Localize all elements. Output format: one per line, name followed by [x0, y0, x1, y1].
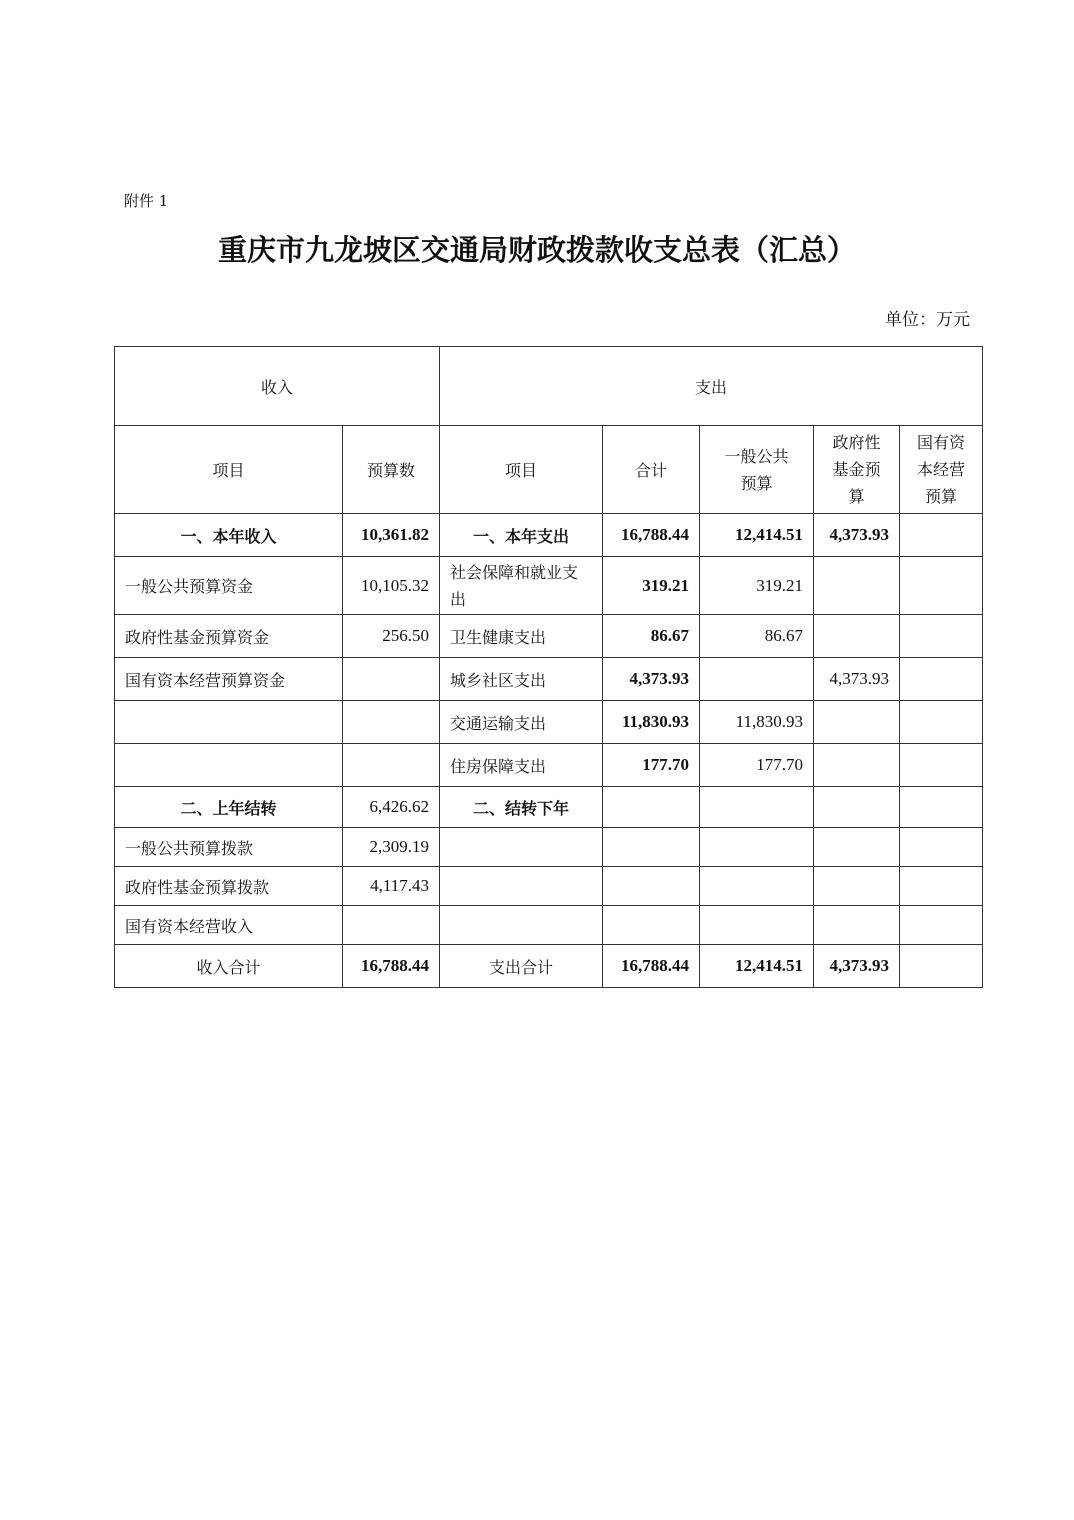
income-value: [343, 658, 440, 701]
expense-state-capital: [900, 701, 983, 744]
expense-state-capital: [900, 787, 983, 828]
expense-gov-fund: [814, 615, 900, 658]
header-budget: 预算数: [343, 426, 440, 514]
expense-total: 319.21: [603, 557, 700, 615]
income-value: 10,361.82: [343, 514, 440, 557]
table-row: [115, 787, 983, 828]
expense-general: 11,830.93: [700, 701, 814, 744]
header-income-item: 项目: [115, 426, 343, 514]
header-general-budget: 一般公共预算: [700, 426, 814, 514]
income-item: [115, 744, 343, 787]
table-row: [115, 828, 983, 867]
expense-general: 12,414.51: [700, 514, 814, 557]
expense-gov-fund: [814, 744, 900, 787]
table-row: [115, 658, 983, 701]
income-item: 国有资本经营收入: [115, 906, 343, 945]
income-total-value: 16,788.44: [343, 945, 440, 988]
expense-general: [700, 658, 814, 701]
expense-total: [603, 906, 700, 945]
expense-total: 4,373.93: [603, 658, 700, 701]
header-income: 收入: [115, 347, 440, 426]
income-item: 国有资本经营预算资金: [115, 658, 343, 701]
expense-total: 16,788.44: [603, 514, 700, 557]
expense-gov-fund: 4,373.93: [814, 945, 900, 988]
expense-general: 177.70: [700, 744, 814, 787]
expense-general: 86.67: [700, 615, 814, 658]
income-total-label: 收入合计: [115, 945, 343, 988]
table-row: [115, 906, 983, 945]
budget-summary-table: [114, 346, 983, 988]
income-value: [343, 744, 440, 787]
income-value: 6,426.62: [343, 787, 440, 828]
expense-total-label: 支出合计: [440, 945, 603, 988]
income-value: 2,309.19: [343, 828, 440, 867]
expense-item: 城乡社区支出: [440, 658, 603, 701]
income-item: 一、本年收入: [115, 514, 343, 557]
expense-item: [440, 828, 603, 867]
expense-item: 交通运输支出: [440, 701, 603, 744]
expense-general: [700, 906, 814, 945]
income-value: 10,105.32: [343, 557, 440, 615]
expense-state-capital: [900, 744, 983, 787]
expense-item: [440, 906, 603, 945]
attachment-label: 附件 1: [124, 192, 169, 210]
table-row: [115, 514, 983, 557]
expense-gov-fund: [814, 906, 900, 945]
expense-total: 86.67: [603, 615, 700, 658]
expense-state-capital: [900, 945, 983, 988]
expense-general: 319.21: [700, 557, 814, 615]
table-row: [115, 557, 983, 615]
income-item: 一般公共预算资金: [115, 557, 343, 615]
expense-general: [700, 867, 814, 906]
income-item: [115, 701, 343, 744]
expense-gov-fund: [814, 701, 900, 744]
unit-label: 单位：万元: [885, 310, 970, 330]
expense-item: 住房保障支出: [440, 744, 603, 787]
expense-state-capital: [900, 557, 983, 615]
expense-general: [700, 787, 814, 828]
expense-total: [603, 867, 700, 906]
income-item: 二、上年结转: [115, 787, 343, 828]
expense-item: [440, 867, 603, 906]
table-row: [115, 701, 983, 744]
expense-total: 11,830.93: [603, 701, 700, 744]
header-gov-fund-budget: 政府性基金预算: [814, 426, 900, 514]
expense-total: 177.70: [603, 744, 700, 787]
expense-general: 12,414.51: [700, 945, 814, 988]
income-item: 政府性基金预算资金: [115, 615, 343, 658]
expense-gov-fund: [814, 787, 900, 828]
income-value: 256.50: [343, 615, 440, 658]
expense-gov-fund: [814, 557, 900, 615]
income-value: [343, 906, 440, 945]
expense-state-capital: [900, 828, 983, 867]
table-row: [115, 744, 983, 787]
expense-gov-fund: [814, 828, 900, 867]
expense-total: [603, 828, 700, 867]
table-row: [115, 867, 983, 906]
expense-gov-fund: [814, 867, 900, 906]
table-row: [115, 615, 983, 658]
expense-state-capital: [900, 658, 983, 701]
expense-item: 社会保障和就业支出: [440, 557, 603, 615]
expense-state-capital: [900, 514, 983, 557]
totals-row: [115, 945, 983, 988]
header-state-capital-budget: 国有资本经营预算: [900, 426, 983, 514]
expense-state-capital: [900, 615, 983, 658]
expense-general: [700, 828, 814, 867]
page-title: 重庆市九龙坡区交通局财政拨款收支总表（汇总）: [217, 233, 856, 267]
income-item: 一般公共预算拨款: [115, 828, 343, 867]
income-value: 4,117.43: [343, 867, 440, 906]
expense-item: 一、本年支出: [440, 514, 603, 557]
header-total: 合计: [603, 426, 700, 514]
expense-item: 卫生健康支出: [440, 615, 603, 658]
income-item: 政府性基金预算拨款: [115, 867, 343, 906]
expense-total: 16,788.44: [603, 945, 700, 988]
expense-gov-fund: 4,373.93: [814, 658, 900, 701]
header-expense: 支出: [440, 347, 983, 426]
expense-state-capital: [900, 867, 983, 906]
expense-total: [603, 787, 700, 828]
header-expense-item: 项目: [440, 426, 603, 514]
income-value: [343, 701, 440, 744]
expense-gov-fund: 4,373.93: [814, 514, 900, 557]
expense-state-capital: [900, 906, 983, 945]
expense-item: 二、结转下年: [440, 787, 603, 828]
